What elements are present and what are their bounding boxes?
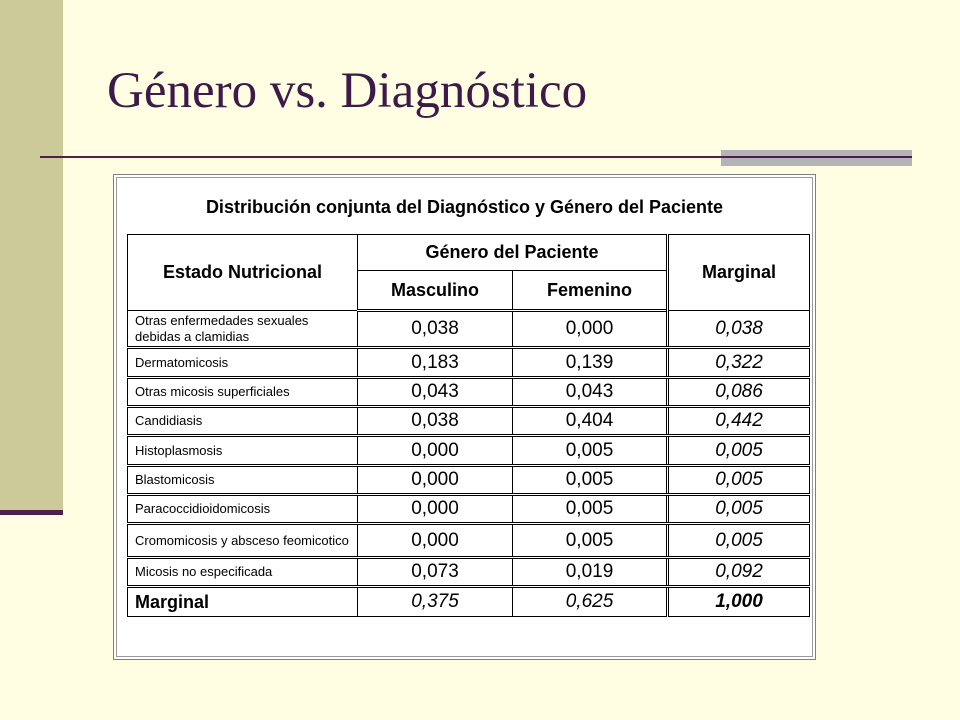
cell-female: 0,043 <box>513 378 668 407</box>
row-label: Otras micosis superficiales <box>128 378 358 407</box>
table-row <box>128 311 810 348</box>
header-female: Femenino <box>513 271 668 311</box>
cell-male: 0,038 <box>358 407 513 436</box>
cell-marginal: 0,005 <box>668 466 810 495</box>
table-row <box>128 348 810 378</box>
row-label: Dermatomicosis <box>128 348 358 378</box>
totals-label: Marginal <box>128 587 358 617</box>
totals-female: 0,625 <box>513 587 668 617</box>
cell-male: 0,073 <box>358 558 513 587</box>
cell-marginal: 0,086 <box>668 378 810 407</box>
row-label: Otras enfermedades sexuales debidas a clamidias <box>128 311 358 348</box>
row-label: Blastomicosis <box>128 466 358 495</box>
table-row <box>128 524 810 558</box>
cell-female: 0,005 <box>513 495 668 524</box>
table-panel <box>113 174 816 660</box>
cell-female: 0,005 <box>513 524 668 558</box>
cell-male: 0,000 <box>358 466 513 495</box>
slide-title: Género vs. Diagnóstico <box>107 63 588 119</box>
table-row <box>128 558 810 587</box>
cell-female: 0,005 <box>513 436 668 466</box>
cell-marginal: 0,092 <box>668 558 810 587</box>
cell-male: 0,043 <box>358 378 513 407</box>
row-label: Histoplasmosis <box>128 436 358 466</box>
table-row <box>128 466 810 495</box>
table-row <box>128 378 810 407</box>
cell-female: 0,000 <box>513 311 668 348</box>
cell-marginal: 0,442 <box>668 407 810 436</box>
cell-male: 0,038 <box>358 311 513 348</box>
cell-marginal: 0,038 <box>668 311 810 348</box>
header-marginal: Marginal <box>668 235 810 311</box>
row-label: Cromomicosis y absceso feomicotico <box>128 524 358 558</box>
table-row <box>128 495 810 524</box>
side-accent-bar <box>0 0 63 511</box>
header-gender-group: Género del Paciente <box>358 235 668 271</box>
cell-female: 0,005 <box>513 466 668 495</box>
totals-marginal: 1,000 <box>668 587 810 617</box>
cell-marginal: 0,005 <box>668 524 810 558</box>
cell-male: 0,000 <box>358 524 513 558</box>
row-label: Micosis no especificada <box>128 558 358 587</box>
row-label: Paracoccidioidomicosis <box>128 495 358 524</box>
cell-male: 0,000 <box>358 495 513 524</box>
cell-female: 0,019 <box>513 558 668 587</box>
cell-male: 0,000 <box>358 436 513 466</box>
cell-male: 0,183 <box>358 348 513 378</box>
cell-female: 0,139 <box>513 348 668 378</box>
table-row <box>128 436 810 466</box>
totals-male: 0,375 <box>358 587 513 617</box>
header-row-label: Estado Nutricional <box>128 235 358 311</box>
totals-row <box>128 587 810 617</box>
table-caption: Distribución conjunta del Diagnóstico y Género del Paciente <box>205 197 724 217</box>
row-label: Candidiasis <box>128 407 358 436</box>
header-male: Masculino <box>358 271 513 311</box>
cell-female: 0,404 <box>513 407 668 436</box>
side-accent-line <box>0 510 63 515</box>
cell-marginal: 0,005 <box>668 495 810 524</box>
distribution-table <box>127 234 810 617</box>
cell-marginal: 0,322 <box>668 348 810 378</box>
table-row <box>128 407 810 436</box>
title-underline-accent <box>721 150 912 166</box>
cell-marginal: 0,005 <box>668 436 810 466</box>
